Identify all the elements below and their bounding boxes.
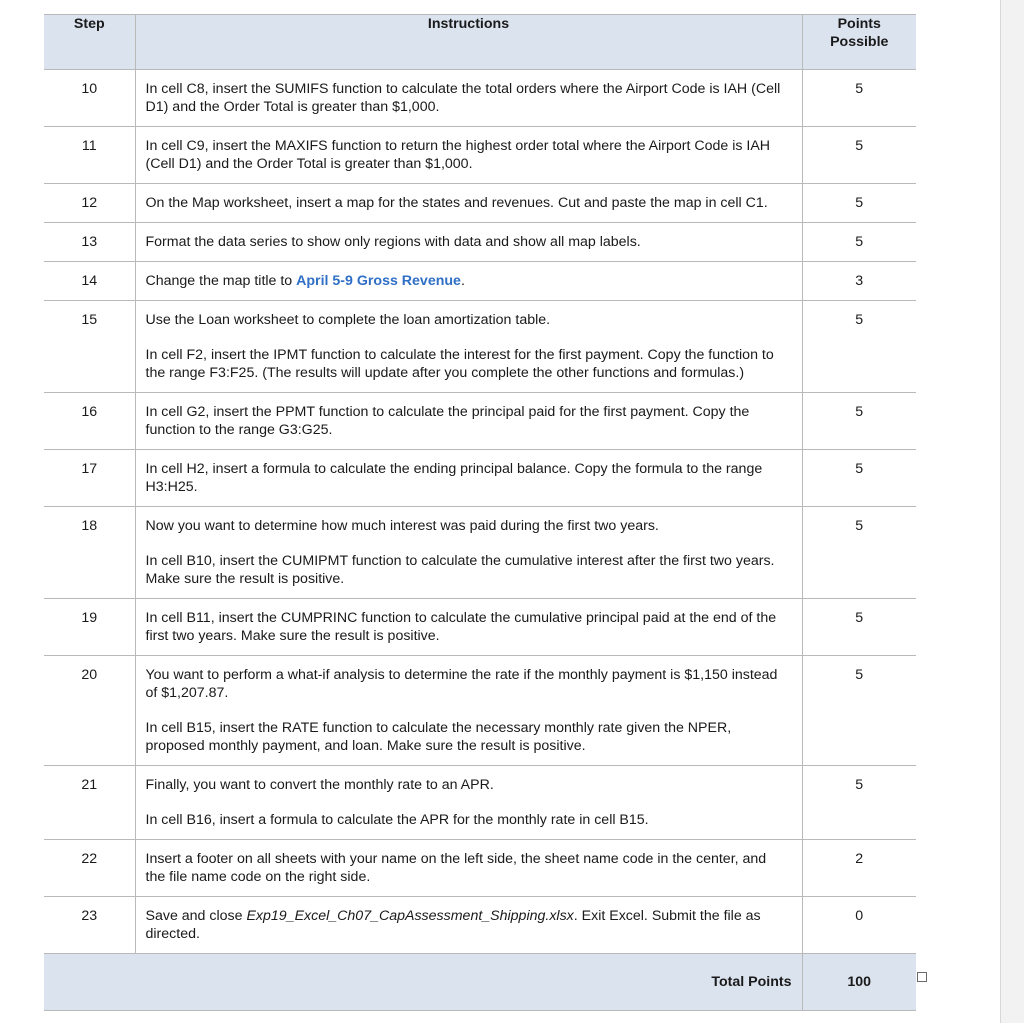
- instruction-cell: [135, 393, 802, 450]
- table-row: [44, 656, 916, 766]
- step-number: 10: [44, 70, 135, 127]
- instruction-cell: [135, 656, 802, 766]
- table-row: [44, 393, 916, 450]
- instruction-cell: [135, 127, 802, 184]
- step-number: 12: [44, 184, 135, 223]
- points-value: 0: [802, 897, 916, 954]
- instruction-cell: [135, 184, 802, 223]
- instruction-text: [146, 272, 790, 290]
- points-value: 5: [802, 223, 916, 262]
- points-value: 5: [802, 301, 916, 393]
- instruction-text-2: In cell B16, insert a formula to calculate the APR for the monthly rate in cell B15.: [145, 812, 649, 828]
- instruction-text: In cell C9, insert the MAXIFS function to return the highest order total where the Airport Code is IAH (Cell D1) and the Order Total is greater than $1,000.: [145, 138, 771, 172]
- instruction-cell: [135, 70, 802, 127]
- instruction-text: Insert a footer on all sheets with your name on the left side, the sheet name code in the center, and the file name code on the right side.: [145, 851, 767, 885]
- header-points-line2: Possible: [830, 34, 889, 50]
- header-points-line1: Points: [837, 16, 881, 32]
- instructions-table: [44, 14, 916, 1011]
- total-row: [44, 954, 916, 1011]
- table-row: [44, 301, 916, 393]
- instruction-cell: [135, 507, 802, 599]
- step-number: 16: [44, 393, 135, 450]
- instruction-cell: [135, 301, 802, 393]
- step-number: 23: [44, 897, 135, 954]
- points-value: 5: [802, 127, 916, 184]
- instruction-text-prefix: Save and close: [145, 908, 247, 924]
- points-value: 5: [802, 450, 916, 507]
- step-number: 21: [44, 766, 135, 840]
- instruction-cell: [135, 223, 802, 262]
- instruction-text-suffix: . Exit Excel. Submit the file as directed.: [145, 908, 761, 942]
- instruction-cell: [135, 897, 802, 954]
- step-number: 13: [44, 223, 135, 262]
- instruction-cell: [135, 840, 802, 897]
- header-points: [802, 15, 916, 70]
- total-label: Total Points: [135, 954, 802, 1011]
- instruction-cell: [135, 450, 802, 507]
- window-side-panel: [1000, 0, 1024, 1023]
- points-value: 5: [802, 393, 916, 450]
- instruction-text-2: In cell B10, insert the CUMIPMT function to calculate the cumulative interest after the first two years. Make sure the result is positive.: [145, 553, 775, 587]
- instruction-text: Format the data series to show only regions with data and show all map labels.: [145, 234, 641, 250]
- instruction-text: On the Map worksheet, insert a map for the states and revenues. Cut and paste the map in cell C1.: [145, 195, 768, 211]
- step-number: 19: [44, 599, 135, 656]
- instruction-text: Use the Loan worksheet to complete the loan amortization table.: [145, 312, 551, 328]
- instruction-cell: [135, 262, 802, 301]
- table-resize-handle[interactable]: [917, 972, 927, 982]
- instruction-text-2: In cell B15, insert the RATE function to calculate the necessary monthly rate given the NPER, proposed monthly payment, and loan. Make sure the result is positive.: [145, 720, 732, 754]
- table-row: [44, 507, 916, 599]
- points-value: 5: [802, 184, 916, 223]
- table-row: [44, 70, 916, 127]
- header-instructions: Instructions: [135, 15, 802, 70]
- header-step: Step: [44, 15, 135, 70]
- step-number: 15: [44, 301, 135, 393]
- table-row: [44, 766, 916, 840]
- points-value: 2: [802, 840, 916, 897]
- points-value: 5: [802, 507, 916, 599]
- instruction-text: In cell B11, insert the CUMPRINC function to calculate the cumulative principal paid at the end of the first two years. Make sure the result is positive.: [145, 610, 777, 644]
- points-value: 5: [802, 766, 916, 840]
- instruction-text-prefix: Change the map title to: [145, 273, 297, 289]
- table-row: [44, 450, 916, 507]
- table-row: [44, 599, 916, 656]
- points-value: 5: [802, 599, 916, 656]
- instruction-text: Now you want to determine how much interest was paid during the first two years.: [145, 518, 659, 534]
- instruction-cell: [135, 766, 802, 840]
- instruction-cell: [135, 599, 802, 656]
- instruction-text: In cell C8, insert the SUMIFS function to calculate the total orders where the Airport Code is IAH (Cell D1) and the Order Total is greater than $1,000.: [145, 81, 781, 115]
- instruction-text: In cell H2, insert a formula to calculate the ending principal balance. Copy the formula to the range H3:H25.: [145, 461, 763, 495]
- instruction-text-suffix: .: [460, 273, 465, 289]
- instruction-text: Finally, you want to convert the monthly rate to an APR.: [145, 777, 494, 793]
- step-number: 18: [44, 507, 135, 599]
- points-value: 5: [802, 70, 916, 127]
- table-row: [44, 223, 916, 262]
- total-empty-cell: [44, 954, 135, 1011]
- table-row: [44, 127, 916, 184]
- table-row: [44, 184, 916, 223]
- map-title-highlight: April 5-9 Gross Revenue: [296, 273, 461, 289]
- step-number: 11: [44, 127, 135, 184]
- step-number: 17: [44, 450, 135, 507]
- total-value: 100: [802, 954, 916, 1011]
- table-row: [44, 840, 916, 897]
- instruction-text: In cell G2, insert the PPMT function to calculate the principal paid for the first payment. Copy the function to the range G3:G25.: [145, 404, 750, 438]
- points-value: 3: [802, 262, 916, 301]
- step-number: 20: [44, 656, 135, 766]
- table-header-row: [44, 15, 916, 70]
- instruction-text: [146, 907, 790, 943]
- step-number: 14: [44, 262, 135, 301]
- table-row: [44, 262, 916, 301]
- step-number: 22: [44, 840, 135, 897]
- points-value: 5: [802, 656, 916, 766]
- instruction-text: You want to perform a what-if analysis to determine the rate if the monthly payment is $1,150 instead of $1,207.87.: [145, 667, 778, 701]
- table-row: [44, 897, 916, 954]
- file-name-italic: Exp19_Excel_Ch07_CapAssessment_Shipping.xlsx: [246, 908, 574, 924]
- instruction-text-2: In cell F2, insert the IPMT function to calculate the interest for the first payment. Copy the function to the range F3:F25. (The results will update after you complete the other functions and formulas.): [145, 347, 774, 381]
